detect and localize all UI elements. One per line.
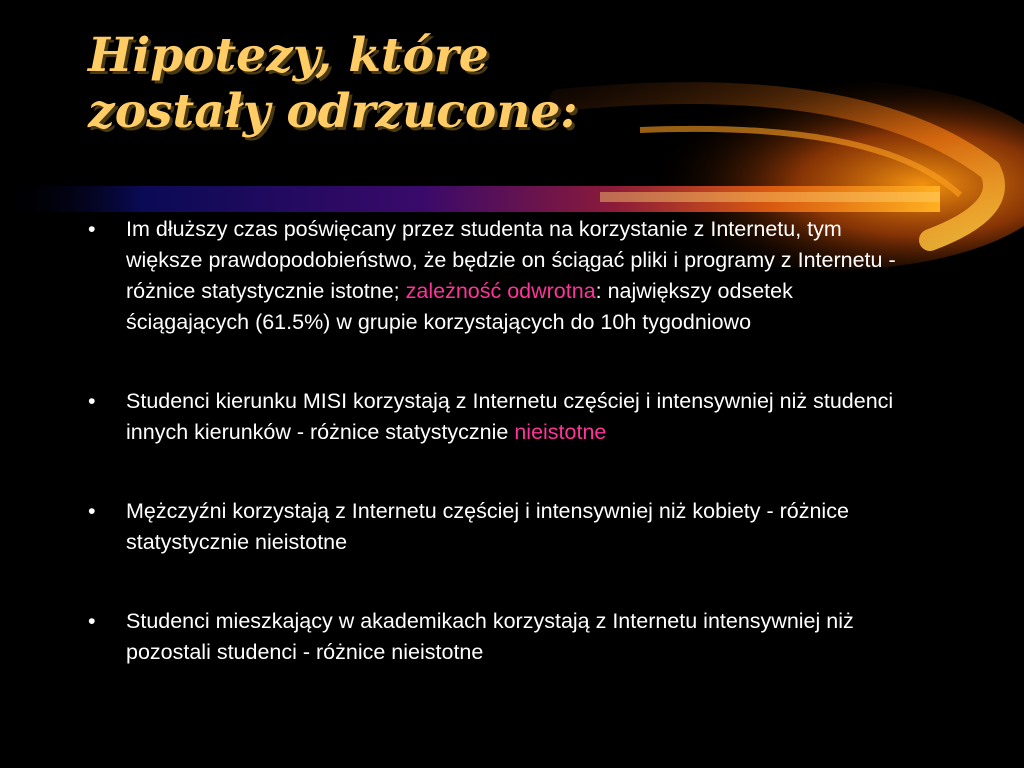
bullet-icon: •	[88, 217, 96, 241]
bullet-item-3	[80, 496, 900, 558]
bullet-text: Studenci mieszkający w akademikach korzystają z Internetu intensywniej niż pozostali studenci - różnice nieistotne	[126, 609, 854, 664]
bullet-text-after: : największy odsetek ściągających (61.5%) w grupie korzystających do 10h tygodniowo	[126, 279, 793, 334]
slide-title: Hipotezy, które zostały odrzucone:	[88, 28, 578, 139]
bullet-icon: •	[88, 499, 96, 523]
bullet-item-2	[80, 386, 900, 448]
bullet-text: Im dłuższy czas poświęcany przez studenta na korzystanie z Internetu, tym większe prawdopodobieństwo, że będzie on ściągać pliki i programy z Internetu - różnice statystycznie istotne;	[126, 217, 896, 303]
bullet-highlight: nieistotne	[514, 420, 607, 444]
bullet-icon: •	[88, 389, 96, 413]
bullet-list	[80, 214, 900, 716]
bullet-text: Mężczyźni korzystają z Internetu częściej i intensywniej niż kobiety - różnice statystycznie nieistotne	[126, 499, 849, 554]
bullet-icon: •	[88, 609, 96, 633]
gradient-band-highlight	[600, 192, 940, 202]
bullet-item-4	[80, 606, 900, 668]
bullet-item-1	[80, 214, 900, 338]
bullet-text: Studenci kierunku MISI korzystają z Internetu częściej i intensywniej niż studenci innych kierunków - różnice statystycznie	[126, 389, 894, 444]
bullet-highlight: zależność odwrotna	[405, 279, 596, 303]
